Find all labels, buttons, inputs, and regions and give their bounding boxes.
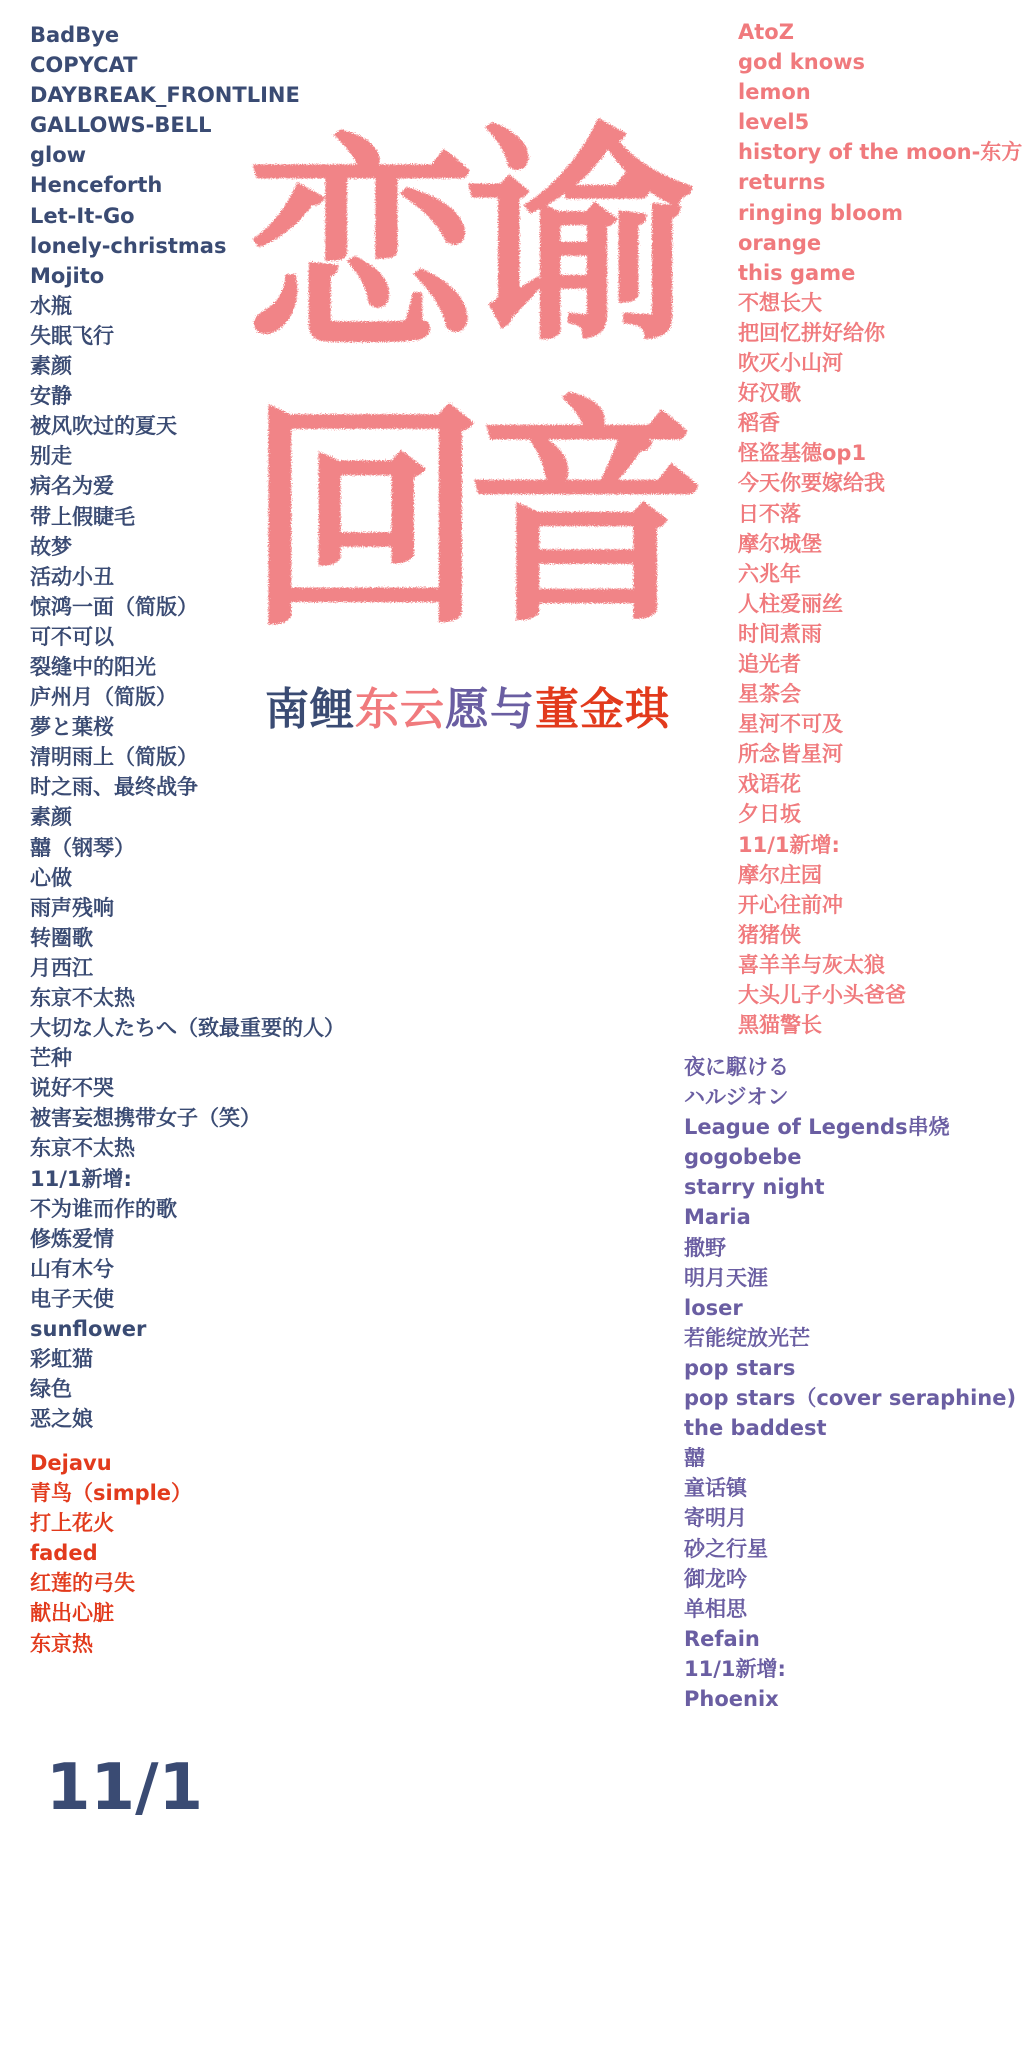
song-item: 素颜 — [30, 805, 72, 830]
song-item: AtoZ — [738, 20, 794, 44]
logo-char-3: 回 — [246, 380, 487, 638]
song-item: gogobebe — [684, 1145, 802, 1170]
song-item: 献出心脏 — [30, 1601, 114, 1626]
song-item: 日不落 — [738, 501, 801, 526]
song-item: 失眠飞行 — [30, 323, 114, 348]
song-item: 砂之行星 — [684, 1536, 768, 1561]
song-item: returns — [738, 170, 826, 195]
song-item: Dejavu — [30, 1451, 112, 1475]
song-item: 稻香 — [738, 411, 780, 436]
song-item: loser — [684, 1295, 743, 1320]
song-item: 大头儿子小头爸爸 — [738, 983, 906, 1007]
song-item: 撒野 — [684, 1235, 726, 1260]
song-item: lonely-christmas — [30, 233, 227, 258]
song-item: 转圈歌 — [30, 925, 93, 950]
song-item: orange — [738, 230, 822, 255]
song-list-left-red — [30, 1448, 192, 1659]
song-item: 水瓶 — [30, 293, 72, 318]
song-item: 不为谁而作的歌 — [30, 1196, 177, 1221]
song-item: 山有木兮 — [30, 1256, 114, 1281]
song-item: level5 — [738, 110, 810, 135]
song-item: 吹灭小山河 — [738, 351, 843, 376]
song-item: 被风吹过的夏天 — [30, 414, 177, 439]
song-item: faded — [30, 1541, 98, 1566]
song-item: DAYBREAK_FRONTLINE — [30, 83, 300, 108]
artists-line — [265, 682, 670, 738]
song-item: 11/1新增: — [684, 1656, 786, 1681]
song-item: ハルジオン — [684, 1085, 789, 1110]
song-item: 东京不太热 — [30, 986, 135, 1010]
song-item: 惊鸿一面（简版） — [30, 594, 198, 619]
song-item: 今天你要嫁给我 — [738, 471, 885, 496]
song-item: 裂缝中的阳光 — [30, 654, 156, 679]
song-item: 恶之娘 — [30, 1407, 93, 1432]
song-item: 可不可以 — [30, 624, 114, 649]
song-item: League of Legends串烧 — [684, 1115, 950, 1140]
song-item: 夢と葉桜 — [30, 715, 114, 740]
song-item: 猪猪侠 — [738, 922, 801, 947]
song-item: 黑猫警长 — [738, 1013, 822, 1038]
song-item: 带上假睫毛 — [30, 504, 135, 529]
song-item: this game — [738, 260, 856, 285]
song-item: 摩尔城堡 — [738, 531, 822, 556]
song-item: 别走 — [30, 444, 72, 469]
song-item: COPYCAT — [30, 53, 138, 78]
song-item: 绿色 — [30, 1377, 72, 1402]
song-item: 戏语花 — [738, 772, 801, 797]
song-item: 11/1新增: — [30, 1166, 132, 1191]
song-item: 夕日坂 — [738, 802, 801, 827]
song-item: Phoenix — [684, 1686, 779, 1711]
song-item: 若能绽放光芒 — [684, 1325, 810, 1350]
song-item: 月西江 — [30, 955, 93, 980]
song-item: 人柱爱丽丝 — [738, 591, 843, 616]
song-item: 追光者 — [738, 651, 801, 676]
song-item: 明月天涯 — [684, 1265, 768, 1290]
song-item: 庐州月（简版） — [30, 685, 177, 710]
song-item: 活动小丑 — [30, 564, 114, 589]
song-item: 清明雨上（简版） — [30, 745, 198, 770]
song-item: GALLOWS-BELL — [30, 113, 212, 138]
song-item: 御龙吟 — [684, 1566, 747, 1591]
song-item: 单相思 — [684, 1596, 747, 1621]
date-stamp: 11/1 — [46, 1751, 203, 1825]
song-list-right-pink — [738, 17, 1022, 1040]
song-item: 开心往前冲 — [738, 892, 843, 917]
song-item: 说好不哭 — [30, 1076, 114, 1101]
song-item: 喜羊羊与灰太狼 — [738, 952, 885, 977]
song-item: 好汉歌 — [738, 381, 801, 406]
song-item: Let-It-Go — [30, 203, 135, 228]
song-item: 东京不太热 — [30, 1136, 135, 1161]
song-item: 东京热 — [30, 1631, 93, 1656]
song-item: 所念皆星河 — [738, 742, 843, 767]
song-item: 素颜 — [30, 354, 72, 379]
song-item: pop stars（cover seraphine) — [684, 1386, 1017, 1411]
song-item: 摩尔庄园 — [738, 862, 822, 887]
song-item: 彩虹猫 — [30, 1347, 93, 1372]
song-item: sunflower — [30, 1317, 147, 1342]
song-list-right-purple — [684, 1052, 1016, 1714]
song-item: 心做 — [30, 865, 72, 890]
song-item: god knows — [738, 50, 866, 75]
artist-name-2: 东云 — [355, 684, 445, 735]
song-item: history of the moon-东方 — [738, 140, 1023, 165]
song-item: 囍 — [684, 1446, 705, 1471]
song-item: 安静 — [30, 384, 72, 409]
logo-artwork — [238, 98, 716, 638]
song-item: pop stars — [684, 1355, 796, 1380]
song-item: Maria — [684, 1205, 751, 1230]
song-item: BadBye — [30, 23, 120, 47]
song-item: 六兆年 — [738, 561, 801, 586]
song-item: Mojito — [30, 263, 105, 288]
logo-char-2: 谕 — [466, 106, 697, 373]
song-item: 把回忆拼好给你 — [738, 320, 885, 345]
song-item: lemon — [738, 80, 811, 105]
artist-name-1: 南鲤 — [265, 684, 355, 735]
song-item: 病名为爱 — [30, 474, 114, 499]
song-item: 打上花火 — [30, 1511, 114, 1536]
song-item: 红莲的弓失 — [30, 1571, 135, 1596]
song-item: the baddest — [684, 1416, 827, 1441]
song-item: 电子天使 — [30, 1286, 114, 1311]
logo-char-1: 恋 — [246, 116, 477, 383]
song-item: starry night — [684, 1175, 825, 1200]
song-item: Refain — [684, 1626, 760, 1651]
song-item: glow — [30, 143, 87, 168]
logo-svg — [238, 98, 716, 638]
song-item: 大切な人たちへ（致最重要的人） — [30, 1016, 345, 1041]
song-item: 怪盗基德op1 — [738, 441, 867, 466]
song-item: 星茶会 — [738, 682, 801, 707]
logo-char-4: 音 — [466, 375, 707, 638]
song-item: 被害妄想携带女子（笑） — [30, 1106, 261, 1131]
song-item: 夜に駆ける — [684, 1055, 789, 1079]
song-item: 修炼爱情 — [30, 1226, 114, 1251]
song-item: 童话镇 — [684, 1476, 747, 1501]
song-item: Henceforth — [30, 173, 163, 198]
song-item: 不想长大 — [738, 290, 822, 315]
song-item: 故梦 — [30, 534, 72, 559]
song-item: 青鸟（simple） — [30, 1481, 193, 1506]
song-item: 芒种 — [30, 1046, 72, 1071]
song-item: 11/1新增: — [738, 832, 840, 857]
song-item: 时之雨、最终战争 — [30, 775, 198, 800]
song-item: ringing bloom — [738, 200, 903, 225]
song-item: 囍（钢琴） — [30, 835, 135, 860]
song-item: 时间煮雨 — [738, 621, 822, 646]
artist-name-4: 董金琪 — [535, 684, 670, 735]
artist-name-3: 愿与 — [445, 684, 535, 735]
song-item: 星河不可及 — [738, 712, 843, 737]
song-item: 雨声残响 — [30, 895, 114, 920]
song-item: 寄明月 — [684, 1506, 747, 1531]
